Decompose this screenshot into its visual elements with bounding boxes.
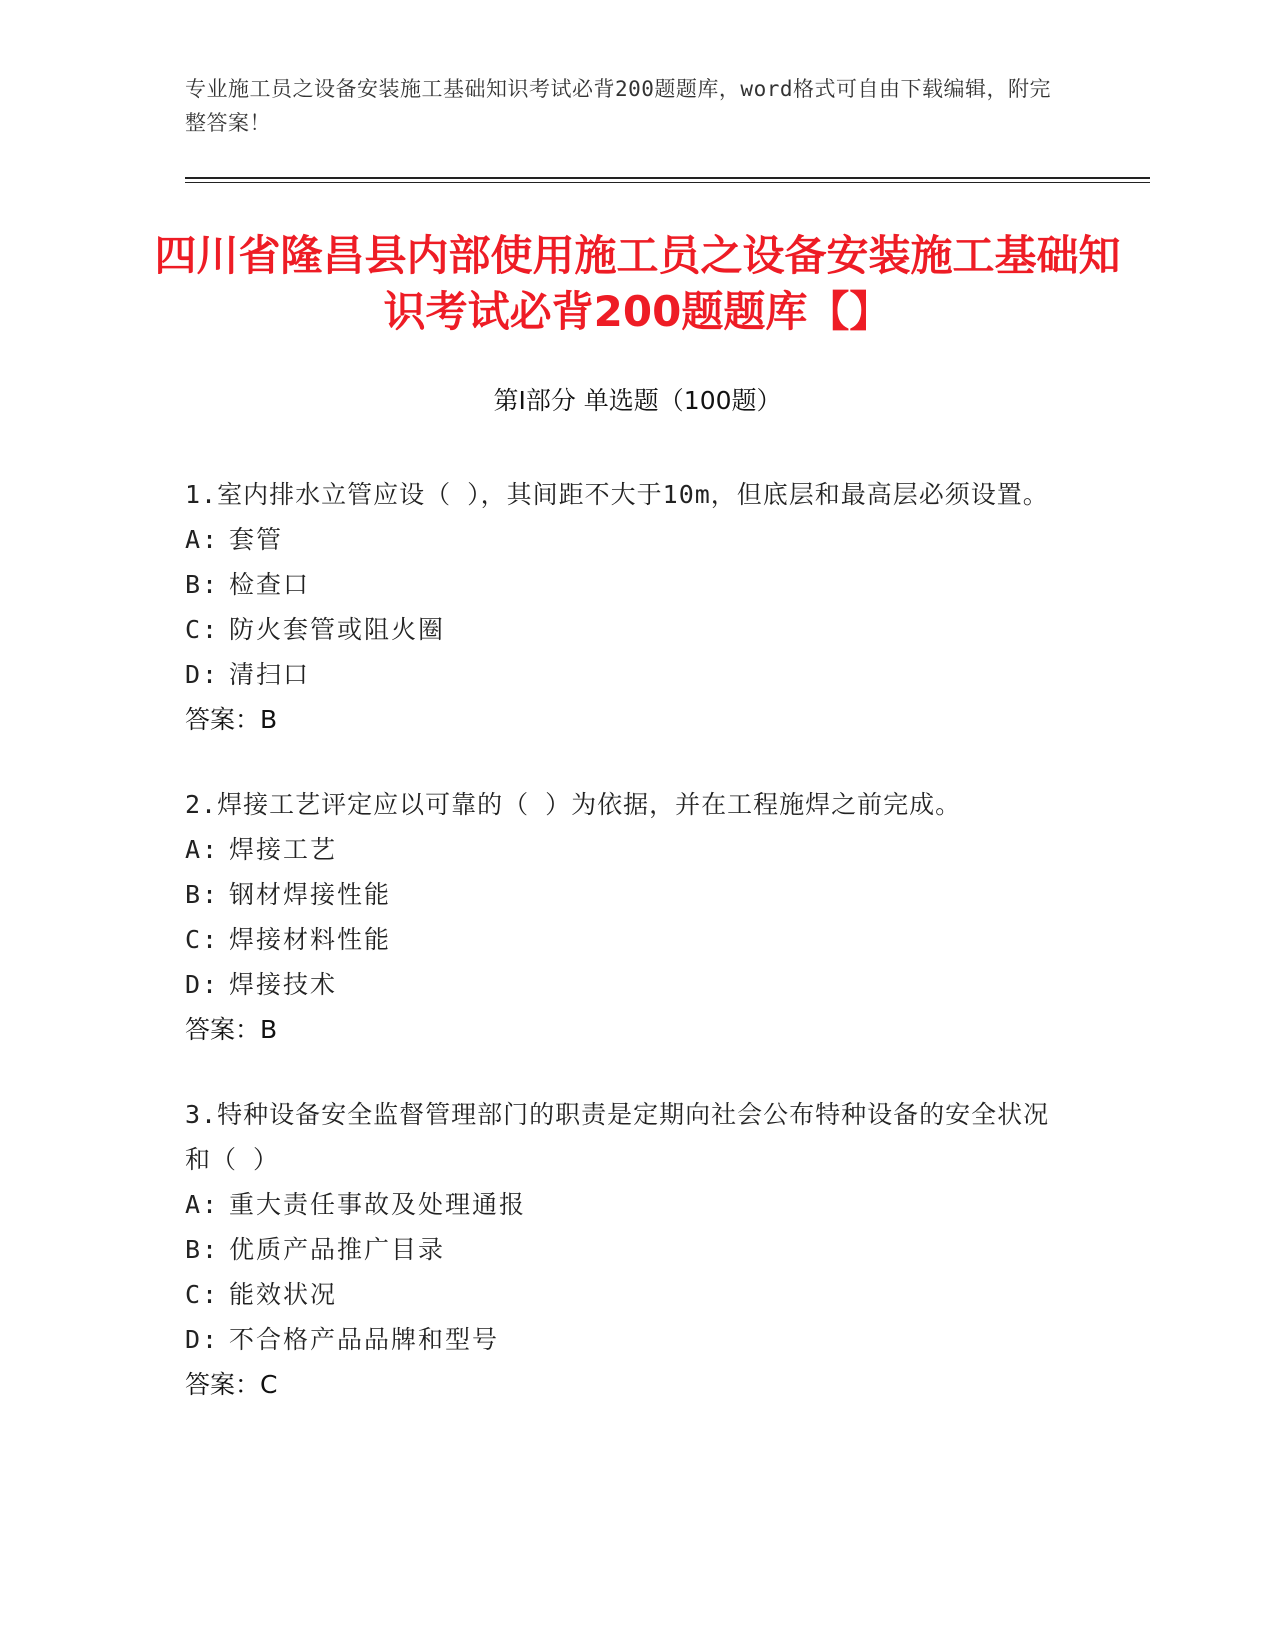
answer-line (185, 697, 1065, 742)
option-c (185, 917, 1065, 962)
question-3 (185, 1092, 1065, 1407)
option-a (185, 1182, 1065, 1227)
option-c (185, 1272, 1065, 1317)
question-list (185, 472, 1065, 1447)
question-1 (185, 472, 1065, 742)
option-key: D: (185, 970, 220, 999)
answer-label: 答案： (185, 1370, 261, 1399)
question-2 (185, 782, 1065, 1052)
answer-label: 答案： (185, 1015, 261, 1044)
option-text: 清扫口 (229, 660, 311, 689)
question-stem: 3.特种设备安全监督管理部门的职责是定期向社会公布特种设备的安全状况和（ ） (185, 1100, 1050, 1174)
option-key: B: (185, 880, 220, 909)
section-title: 第I部分 单选题（100题） (493, 386, 782, 415)
option-a (185, 827, 1065, 872)
option-key: A: (185, 1190, 220, 1219)
option-key: C: (185, 615, 220, 644)
option-text: 检查口 (229, 570, 311, 599)
option-a (185, 517, 1065, 562)
option-key: B: (185, 570, 220, 599)
option-d (185, 962, 1065, 1007)
option-text: 钢材焊接性能 (229, 880, 392, 909)
document-title: 四川省隆昌县内部使用施工员之设备安装施工基础知识考试必背200题题库【】 (154, 231, 1121, 336)
option-text: 不合格产品品牌和型号 (229, 1325, 500, 1354)
option-key: B: (185, 1235, 220, 1264)
option-text: 能效状况 (229, 1280, 338, 1309)
header-note: 专业施工员之设备安装施工基础知识考试必背200题题库，word格式可自由下载编辑，附完整答案！ (185, 77, 1051, 135)
option-key: A: (185, 835, 220, 864)
header-rule-thin (185, 182, 1150, 183)
option-text: 重大责任事故及处理通报 (229, 1190, 527, 1219)
question-stem: 2.焊接工艺评定应以可靠的（ ）为依据，并在工程施焊之前完成。 (185, 790, 962, 819)
option-text: 套管 (229, 525, 284, 554)
option-b (185, 1227, 1065, 1272)
option-key: A: (185, 525, 220, 554)
option-text: 优质产品推广目录 (229, 1235, 446, 1264)
header-rule-thick (185, 177, 1150, 179)
answer-label: 答案： (185, 705, 261, 734)
option-text: 焊接工艺 (229, 835, 338, 864)
option-d (185, 1317, 1065, 1362)
question-stem: 1.室内排水立管应设（ ），其间距不大于10m，但底层和最高层必须设置。 (185, 480, 1049, 509)
option-key: C: (185, 925, 220, 954)
option-key: C: (185, 1280, 220, 1309)
option-b (185, 562, 1065, 607)
option-b (185, 872, 1065, 917)
answer-line (185, 1362, 1065, 1407)
answer-value: B (260, 1015, 278, 1044)
answer-value: B (260, 705, 278, 734)
answer-line (185, 1007, 1065, 1052)
option-text: 焊接技术 (229, 970, 338, 999)
option-text: 焊接材料性能 (229, 925, 392, 954)
answer-value: C (260, 1370, 278, 1399)
option-text: 防火套管或阻火圈 (229, 615, 446, 644)
option-c (185, 607, 1065, 652)
option-d (185, 652, 1065, 697)
option-key: D: (185, 1325, 220, 1354)
option-key: D: (185, 660, 220, 689)
